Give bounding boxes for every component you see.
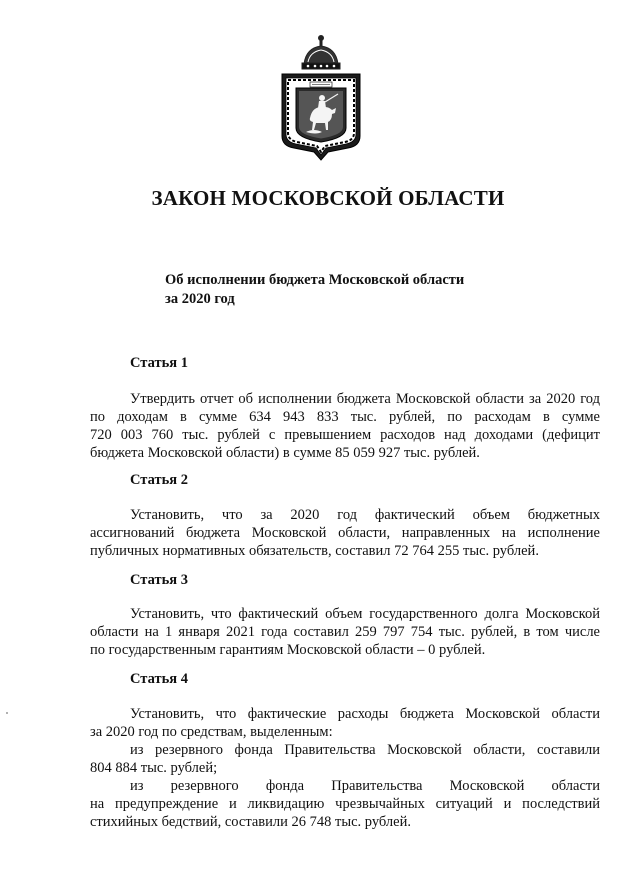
document-title: ЗАКОН МОСКОВСКОЙ ОБЛАСТИ <box>151 186 505 210</box>
subject-line: за 2020 год <box>165 291 235 307</box>
text-line: по доходам в сумме 634 943 833 тыс. рублей, по расходам в сумме <box>90 409 600 425</box>
text-line: из резервного фонда Правительства Московской области <box>130 778 600 794</box>
text-line: ассигнований бюджета Московской области, направленных на исполнение <box>90 525 600 541</box>
article-2-heading: Статья 2 <box>130 472 188 488</box>
text-line: бюджета Московской области) в сумме 85 059 927 тыс. рублей. <box>90 445 480 461</box>
text-line: 720 003 760 тыс. рублей с превышением расходов над доходами (дефицит <box>90 427 600 443</box>
text-line: Утвердить отчет об исполнении бюджета Московской области за 2020 год <box>130 391 600 407</box>
text-line: Установить, что фактический объем государственного долга Московской <box>130 606 600 622</box>
article-4-heading: Статья 4 <box>130 671 188 687</box>
text-line: на предупреждение и ликвидацию чрезвычайных ситуаций и последствий <box>90 796 600 812</box>
text-line: Установить, что за 2020 год фактический объем бюджетных <box>130 507 600 523</box>
subject-line: Об исполнении бюджета Московской области <box>165 272 465 288</box>
article-4-text <box>90 705 600 831</box>
article-1-heading: Статья 1 <box>130 355 188 371</box>
scan-speck <box>6 712 8 714</box>
text-line: 804 884 тыс. рублей; <box>90 760 218 776</box>
text-line: публичных нормативных обязательств, составил 72 764 255 тыс. рублей. <box>90 543 539 559</box>
article-3-text <box>90 605 600 659</box>
text-line: Установить, что фактические расходы бюджета Московской области <box>130 706 600 722</box>
text-line: из резервного фонда Правительства Московской области, составили <box>130 742 600 758</box>
text-line: стихийных бедствий, составили 26 748 тыс. рублей. <box>90 814 411 830</box>
article-1-text <box>90 390 600 462</box>
coat-of-arms-icon <box>276 34 366 162</box>
text-line: по государственным гарантиям Московской области – 0 рублей. <box>90 642 486 658</box>
document-subject <box>165 271 565 309</box>
article-2-text <box>90 506 600 560</box>
text-line: области на 1 января 2021 года составил 259 797 754 тыс. рублей, в том числе <box>90 624 600 640</box>
article-3-heading: Статья 3 <box>130 572 188 588</box>
text-line: за 2020 год по средствам, выделенным: <box>90 724 333 740</box>
